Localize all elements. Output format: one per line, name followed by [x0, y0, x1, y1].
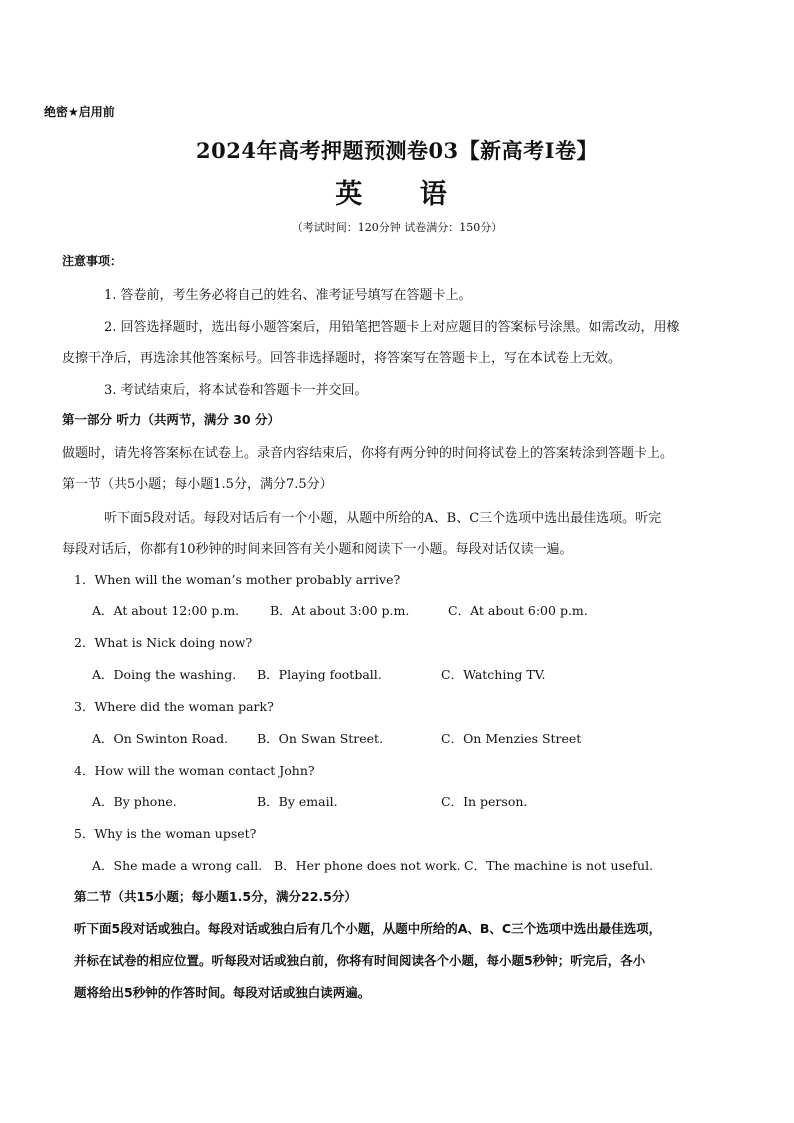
section2-instruction-line-2: 并标在试卷的相应位置。听每段对话或独白前，你将有时间阅读各个小题，每小题5秒钟；听完后，各小 [74, 953, 646, 968]
question-2-option-b: B．Playing football. [257, 667, 382, 682]
question-2-option-c: C．Watching TV. [441, 667, 546, 682]
notes-item-3: 3. 考试结束后，将本试卷和答题卡一并交回。 [104, 383, 368, 398]
question-1-option-c: C．At about 6:00 p.m. [448, 603, 588, 618]
confidential-label: 绝密★启用前 [44, 105, 115, 119]
notes-item-2-line-1: 2. 回答选择题时，选出每小题答案后，用铅笔把答题卡上对应题目的答案标号涂黑。如需改动，用橡 [104, 320, 680, 335]
part1-heading: 第一部分 听力（共两节，满分 30 分） [62, 412, 280, 427]
notes-item-1: 1. 答卷前，考生务必将自己的姓名、准考证号填写在答题卡上。 [104, 288, 472, 303]
question-2-stem: 2．What is Nick doing now? [74, 635, 253, 650]
section2-instruction-line-1: 听下面5段对话或独白。每段对话或独白后有几个小题，从题中所给的A、B、C三个选项中选出最佳选项， [74, 921, 662, 936]
question-4-option-a: A．By phone. [92, 794, 177, 809]
question-3-option-a: A．On Swinton Road. [92, 731, 229, 746]
question-1-option-a: A．At about 12:00 p.m. [92, 603, 240, 618]
notes-title: 注意事项： [62, 254, 123, 268]
question-1-stem: 1．When will the woman’s mother probably arrive? [74, 572, 401, 587]
part1-instruction: 做题时，请先将答案标在试卷上。录音内容结束后，你将有两分钟的时间将试卷上的答案转涂到答题卡上。 [62, 446, 674, 461]
question-4-option-c: C．In person. [441, 794, 528, 809]
question-4-option-b: B．By email. [257, 794, 338, 809]
subject-title: 英 语 [335, 179, 471, 210]
question-5-option-a: A．She made a wrong call. [92, 858, 263, 873]
section1-instruction-line-1: 听下面5段对话。每段对话后有一个小题，从题中所给的A、B、C三个选项中选出最佳选项。听完 [104, 511, 662, 526]
exam-info: （考试时间：120分钟 试卷满分：150分） [291, 221, 503, 234]
question-3-stem: 3．Where did the woman park? [74, 699, 274, 714]
section2-instruction-line-3: 题将给出5秒钟的作答时间。每段对话或独白读两遍。 [74, 985, 371, 1000]
section2-heading: 第二节（共15小题；每小题1.5分，满分22.5分） [74, 889, 357, 904]
question-5-option-c: C．The machine is not useful. [464, 858, 654, 873]
question-3-option-c: C．On Menzies Street [441, 731, 582, 746]
question-5-option-b: B．Her phone does not work. [274, 858, 461, 873]
section1-heading: 第一节（共5小题；每小题1.5分，满分7.5分） [62, 477, 333, 492]
question-3-option-b: B．On Swan Street. [257, 731, 384, 746]
question-4-stem: 4．How will the woman contact John? [74, 763, 315, 778]
section1-instruction-line-2: 每段对话后，你都有10秒钟的时间来回答有关小题和阅读下一小题。每段对话仅读一遍。 [62, 542, 573, 557]
question-5-stem: 5．Why is the woman upset? [74, 826, 257, 841]
question-1-option-b: B．At about 3:00 p.m. [270, 603, 410, 618]
question-2-option-a: A．Doing the washing. [92, 667, 237, 682]
exam-title: 2024年高考押题预测卷03【新高考I卷】 [196, 138, 598, 163]
notes-item-2-line-2: 皮擦干净后，再选涂其他答案标号。回答非选择题时，将答案写在答题卡上，写在本试卷上无效。 [62, 351, 622, 366]
